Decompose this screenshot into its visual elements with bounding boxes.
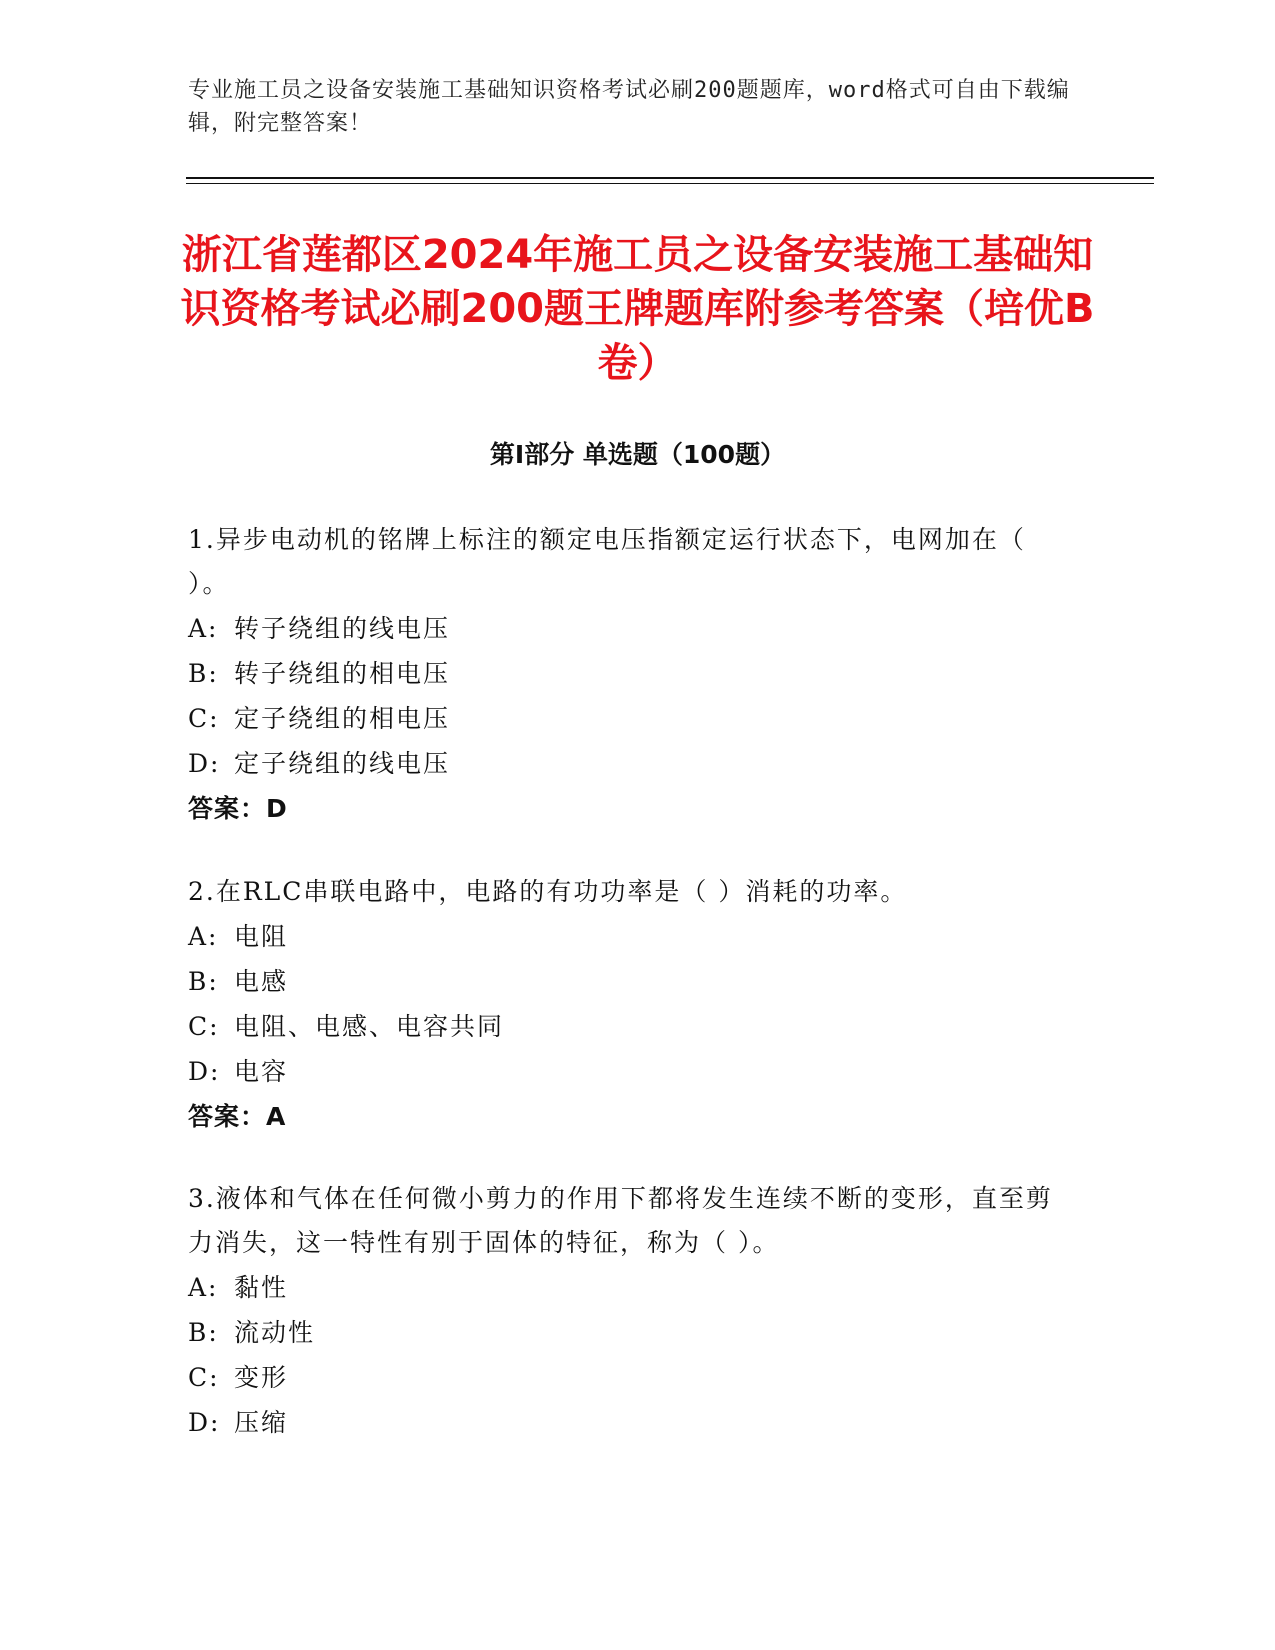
option-letter: A: [188, 1273, 219, 1302]
option-letter: A: [188, 614, 219, 643]
header-divider-thick [186, 177, 1154, 179]
header-note: 专业施工员之设备安装施工基础知识资格考试必刷200题题库，word格式可自由下载编辑，附完整答案！ [188, 78, 1070, 136]
question-text: 3.液体和气体在任何微小剪力的作用下都将发生连续不断的变形，直至剪力消失，这一特性有别于固体的特征，称为（ ）。 [188, 1184, 1053, 1257]
option-text: 电阻、电感、电容共同 [234, 1012, 505, 1041]
option-text: 定子绕组的相电压 [234, 704, 451, 733]
option-text: 电容 [234, 1057, 289, 1086]
option-b [188, 1310, 1068, 1355]
option-letter: D: [188, 1057, 221, 1086]
question-3 [188, 1177, 1068, 1445]
option-d [188, 1049, 1068, 1094]
option-d [188, 741, 1068, 786]
option-text: 电阻 [234, 922, 289, 951]
header-divider-thin [186, 183, 1154, 184]
option-letter: A: [188, 922, 219, 951]
option-letter: C: [188, 1363, 220, 1392]
option-b [188, 959, 1068, 1004]
option-text: 黏性 [234, 1273, 289, 1302]
option-letter: B: [188, 967, 219, 996]
option-b [188, 651, 1068, 696]
option-text: 定子绕组的线电压 [234, 749, 451, 778]
option-letter: C: [188, 704, 220, 733]
option-a [188, 1265, 1068, 1310]
option-a [188, 606, 1068, 651]
question-text: 2.在RLC串联电路中，电路的有功功率是（ ）消耗的功率。 [188, 877, 908, 906]
option-c [188, 696, 1068, 741]
option-text: 流动性 [234, 1318, 316, 1347]
option-letter: C: [188, 1012, 220, 1041]
question-2 [188, 870, 1068, 1139]
answer-line: 答案：D [188, 794, 288, 823]
option-text: 电感 [234, 967, 289, 996]
option-text: 转子绕组的线电压 [234, 614, 451, 643]
option-letter: D: [188, 1408, 221, 1437]
option-c [188, 1004, 1068, 1049]
option-letter: B: [188, 659, 219, 688]
section-heading: 第I部分 单选题（100题） [489, 440, 786, 469]
option-d [188, 1400, 1068, 1445]
option-c [188, 1355, 1068, 1400]
option-a [188, 914, 1068, 959]
option-text: 变形 [234, 1363, 289, 1392]
option-text: 压缩 [234, 1408, 289, 1437]
question-text: 1.异步电动机的铭牌上标注的额定电压指额定运行状态下，电网加在（ ）。 [188, 525, 1026, 598]
option-letter: D: [188, 749, 221, 778]
answer-line: 答案：A [188, 1102, 287, 1131]
option-letter: B: [188, 1318, 219, 1347]
document-title: 浙江省莲都区2024年施工员之设备安装施工基础知识资格考试必刷200题王牌题库附参考答案（培优B卷） [180, 232, 1095, 386]
question-1 [188, 518, 1068, 831]
option-text: 转子绕组的相电压 [234, 659, 451, 688]
